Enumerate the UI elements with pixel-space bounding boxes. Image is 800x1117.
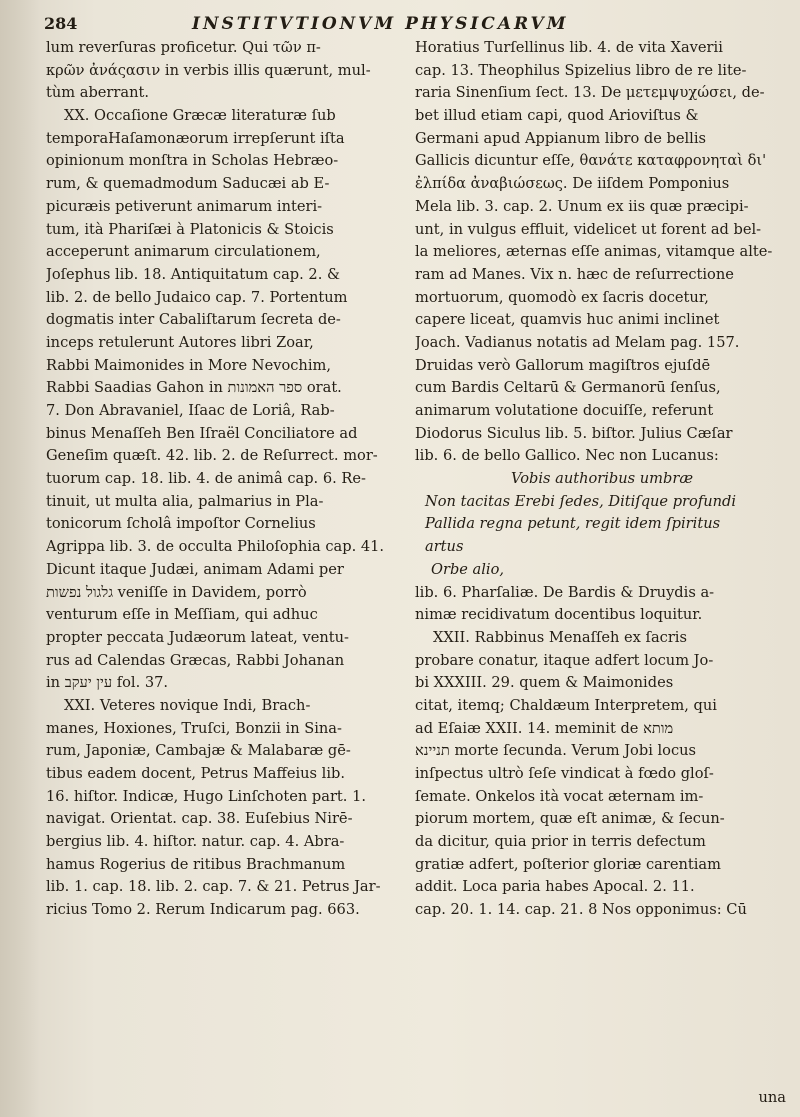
- text-line: Druidas verò Gallorum magiſtros ejuſdē: [415, 356, 711, 374]
- text-line: Joach. Vadianus notatis ad Melam pag. 157.: [415, 333, 740, 351]
- text-line: raria Sinenſium ſect. 13. De μετεμψυχώσει, de-: [415, 84, 765, 102]
- text-line: unt, in vulgus effluit, videlicet ut forent ad bel-: [415, 220, 762, 238]
- text-line: addit. Loca paria habes Apocal. 2. 11.: [415, 878, 695, 896]
- text-line: ad Eſaiæ XXII. 14. meminit de מותא: [415, 719, 674, 737]
- text-line: navigat. Orientat. cap. 38. Euſebius Nirē-: [46, 810, 353, 828]
- text-line: inceps retulerunt Autores libri Zoar,: [46, 333, 314, 351]
- text-line: κρῶν ἀνάςασιν in verbis illis quærunt, mul-: [46, 61, 371, 79]
- text-line: rus ad Calendas Græcas, Rabbi Johanan: [46, 651, 345, 669]
- text-line: tinuit, ut multa alia, palmarius in Pla-: [46, 492, 324, 510]
- text-line: piorum mortem, quæ eſt animæ, & ſecun-: [415, 810, 725, 828]
- text-line: Rabbi Maimonides in More Nevochim,: [46, 356, 331, 374]
- running-title: INSTITVTIONVM PHYSICARVM: [192, 14, 569, 34]
- text-line: temporaHaſamonæorum irrepſerunt iſta: [46, 129, 345, 147]
- text-line: 7. Don Abravaniel, Iſaac de Loriâ, Rab-: [46, 402, 335, 419]
- text-line: tibus eadem docent, Petrus Maffeius lib.: [46, 765, 346, 782]
- text-line: cum Bardis Celtarū & Germanorū ſenſus,: [415, 379, 721, 397]
- catchword: una: [758, 1089, 786, 1106]
- text-line: probare conatur, itaque adfert locum Jo-: [415, 651, 714, 669]
- text-line: Non tacitas Erebi ſedes, Ditiſque profundi: [425, 492, 737, 510]
- text-line: in עין יעקב fol. 37.: [46, 674, 169, 692]
- text-line: Horatius Turſellinus lib. 4. de vita Xaverii: [415, 39, 723, 56]
- text-line: bi XXXIII. 29. quem & Maimonides: [415, 674, 674, 692]
- text-line: picuræis petiverunt animarum interi-: [46, 197, 323, 215]
- text-line: hamus Rogerius de ritibus Brachmanum: [46, 855, 346, 873]
- text-line: tuorum cap. 18. lib. 4. de animâ cap. 6. Re-: [46, 470, 366, 488]
- text-line: XXII. Rabbinus Menaſſeh ex ſacris: [433, 628, 687, 646]
- text-line: Geneſim quæſt. 42. lib. 2. de Reſurrect. mor-: [46, 447, 378, 465]
- text-line: opinionum monſtra in Scholas Hebræo-: [46, 152, 339, 170]
- text-line: propter peccata Judæorum lateat, ventu-: [46, 628, 349, 646]
- text-line: lib. 2. de bello Judaico cap. 7. Portentum: [46, 288, 348, 306]
- text-line: תניינא morte ſecunda. Verum Jobi locus: [415, 742, 697, 760]
- text-line: dogmatis inter Cabaliſtarum ſecreta de-: [46, 311, 341, 329]
- text-line: venturum eſſe in Meſſiam, qui adhuc: [46, 606, 318, 624]
- text-line: XXI. Veteres novique Indi, Brach-: [64, 696, 311, 714]
- text-line: rum, & quemadmodum Saducæi ab E-: [46, 175, 330, 193]
- text-line: Agrippa lib. 3. de occulta Philoſophia cap. 41.: [46, 538, 385, 556]
- text-line: binus Menaſſeh Ben Iſraël Conciliatore ad: [46, 424, 358, 442]
- text-line: Vobis authoribus umbræ: [511, 470, 694, 488]
- text-line: Dicunt itaque Judæi, animam Adami per: [46, 560, 344, 578]
- text-line: Germani apud Appianum libro de bellis: [415, 129, 706, 147]
- page-header: [40, 8, 800, 36]
- text-line: nimæ recidivatum docentibus loquitur.: [415, 606, 703, 624]
- text-line: tùm aberrant.: [46, 84, 149, 102]
- text-line: Joſephus lib. 18. Antiquitatum cap. 2. &: [46, 265, 340, 283]
- text-line: XX. Occaſione Græcæ literaturæ ſub: [64, 107, 336, 125]
- text-line: tonicorum ſcholâ impoſtor Cornelius: [46, 515, 316, 533]
- text-line: Gallicis dicuntur eſſe, θανάτε καταφρονηταὶ δι': [415, 152, 767, 170]
- text-line: capere liceat, quamvis huc animi inclinet: [415, 311, 720, 329]
- page-number: 284: [44, 14, 78, 33]
- text-line: inſpectus ultrò ſeſe vindicat à fœdo gloſ-: [415, 765, 714, 782]
- text-line: lib. 1. cap. 18. lib. 2. cap. 7. & 21. Petrus Jar-: [46, 878, 381, 896]
- text-line: lib. 6. Pharſaliæ. De Bardis & Druydis a-: [415, 583, 715, 601]
- left-column: [46, 37, 396, 922]
- text-line: animarum volutatione docuiſſe, referunt: [415, 402, 714, 419]
- text-line: ſemate. Onkelos ità vocat æternam im-: [415, 787, 704, 805]
- text-line: cap. 20. 1. 14. cap. 21. 8 Nos opponimus: Cū: [415, 901, 747, 919]
- text-line: Diodorus Siculus lib. 5. biſtor. Julius Cæſar: [415, 424, 733, 442]
- text-line: citat, itemq; Chaldæum Interpretem, qui: [415, 696, 717, 714]
- text-line: גלגול נפשות veniſſe in Davidem, porrò: [46, 583, 307, 601]
- right-column: [415, 37, 787, 922]
- text-line: ἐλπίδα ἀναβιώσεως. De iiſdem Pomponius: [415, 175, 730, 193]
- text-line: Pallida regna petunt, regit idem ſpiritus: [425, 515, 721, 533]
- text-line: rum, Japoniæ, Cambajæ & Malabaræ gē-: [46, 742, 351, 760]
- text-line: Orbe alio,: [431, 560, 505, 578]
- text-line: cap. 13. Theophilus Spizelius libro de re lite-: [415, 61, 747, 79]
- text-line: gratiæ adfert, poſterior gloriæ carentiam: [415, 855, 721, 873]
- text-line: lib. 6. de bello Gallico. Nec non Lucanus:: [415, 447, 719, 465]
- text-line: bergius lib. 4. hiſtor. natur. cap. 4. Abra-: [46, 833, 345, 851]
- text-line: 16. hiſtor. Indicæ, Hugo Linſchoten part. 1.: [46, 787, 366, 805]
- text-line: lum reverſuras proficetur. Qui τῶν π-: [46, 39, 321, 56]
- text-line: Mela lib. 3. cap. 2. Unum ex iis quæ præcipi-: [415, 197, 749, 215]
- text-line: la meliores, æternas eſſe animas, vitamque alte-: [415, 243, 773, 261]
- text-line: acceperunt animarum circulationem,: [46, 243, 321, 261]
- text-line: ram ad Manes. Vix n. hæc de reſurrectione: [415, 265, 734, 283]
- text-line: Rabbi Saadias Gahon in ספר האמונות orat.: [46, 379, 342, 397]
- page-edge-shadow: [0, 0, 40, 1117]
- text-line: tum, ità Phariſæi à Platonicis & Stoicis: [46, 220, 334, 238]
- text-line: bet illud etiam capi, quod Arioviſtus &: [415, 107, 699, 125]
- text-line: artus: [425, 538, 464, 556]
- text-line: manes, Hoxiones, Truſci, Bonzii in Sina-: [46, 719, 342, 737]
- text-line: ricius Tomo 2. Rerum Indicarum pag. 663.: [46, 901, 360, 919]
- text-line: da dicitur, quia prior in terris defectum: [415, 833, 706, 851]
- text-line: mortuorum, quomodò ex ſacris docetur,: [415, 288, 709, 306]
